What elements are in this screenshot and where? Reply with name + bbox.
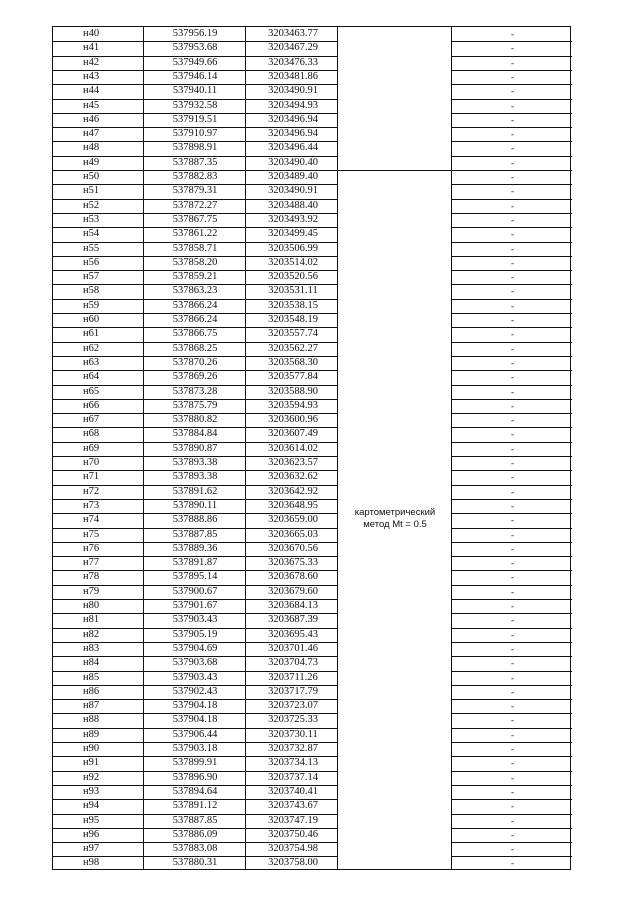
dash-cell: - (511, 57, 514, 68)
y-coordinate-cell: 3203740.41 (268, 785, 318, 797)
dash-cell: - (511, 586, 514, 597)
dash-cell: - (511, 858, 514, 869)
x-coordinate-cell: 537872.27 (172, 199, 218, 211)
x-coordinate-cell: 537903.18 (172, 743, 218, 754)
dash-cell: - (511, 357, 514, 368)
point-id-cell: н52 (83, 199, 100, 211)
table-row (53, 199, 572, 213)
dash-cell: - (511, 243, 514, 254)
point-id-cell: н74 (83, 514, 100, 526)
point-id-cell: н54 (83, 228, 100, 240)
y-coordinate-cell: 3203481.86 (268, 70, 318, 82)
table-row (53, 184, 572, 198)
point-id-cell: н61 (83, 328, 100, 340)
y-coordinate-cell: 3203520.56 (268, 271, 318, 283)
point-id-cell: н79 (83, 585, 100, 597)
dash-cell: - (511, 815, 514, 826)
y-coordinate-cell: 3203531.11 (268, 285, 318, 297)
dash-cell: - (511, 615, 514, 626)
table-row (53, 256, 572, 270)
dash-cell: - (511, 829, 514, 840)
x-coordinate-cell: 537886.09 (172, 828, 218, 840)
table-row (53, 370, 572, 384)
table-row (53, 41, 572, 55)
dash-cell: - (511, 386, 514, 397)
y-coordinate-cell: 3203684.13 (268, 600, 318, 611)
x-coordinate-cell: 537866.24 (172, 299, 218, 311)
table-row (53, 399, 572, 413)
point-id-cell: н84 (83, 657, 100, 669)
y-coordinate-cell: 3203754.98 (268, 843, 318, 855)
y-coordinate-cell: 3203538.15 (268, 299, 318, 311)
y-coordinate-cell: 3203476.33 (268, 56, 318, 68)
table-row (53, 27, 572, 41)
x-coordinate-cell: 537949.66 (172, 56, 218, 68)
dash-cell: - (511, 701, 514, 712)
dash-cell: - (511, 786, 514, 797)
dash-cell: - (511, 129, 514, 140)
x-coordinate-cell: 537891.87 (172, 557, 218, 569)
dash-cell: - (511, 500, 514, 511)
y-coordinate-cell: 3203730.11 (268, 728, 318, 740)
dash-cell: - (511, 172, 514, 182)
dash-cell: - (511, 315, 514, 325)
x-coordinate-cell: 537883.08 (172, 843, 218, 855)
table-row (53, 170, 572, 184)
table-row (53, 141, 572, 155)
point-id-cell: н82 (83, 628, 100, 640)
x-coordinate-cell: 537861.22 (172, 228, 218, 240)
table-row (53, 342, 572, 356)
x-coordinate-cell: 537879.31 (172, 185, 218, 197)
table-row (53, 227, 572, 241)
point-id-cell: н68 (83, 428, 100, 440)
point-id-cell: н67 (83, 414, 100, 426)
x-coordinate-cell: 537891.12 (172, 800, 218, 812)
y-coordinate-cell: 3203614.02 (268, 442, 318, 454)
point-id-cell: н94 (83, 800, 100, 812)
x-coordinate-cell: 537900.67 (172, 585, 218, 597)
x-coordinate-cell: 537910.97 (172, 128, 218, 140)
point-id-cell: н57 (83, 271, 100, 283)
dash-cell: - (511, 729, 514, 740)
y-coordinate-cell: 3203737.14 (268, 771, 318, 783)
dash-cell: - (511, 415, 514, 426)
x-coordinate-cell: 537953.68 (172, 42, 218, 54)
point-id-cell: н73 (83, 499, 100, 511)
table-row (53, 299, 572, 313)
y-coordinate-cell: 3203548.19 (268, 314, 318, 325)
y-coordinate-cell: 3203494.93 (268, 99, 318, 111)
y-coordinate-cell: 3203493.92 (268, 213, 318, 225)
dash-cell: - (511, 772, 514, 783)
table-row (53, 713, 572, 727)
point-id-cell: н41 (83, 42, 100, 54)
table-row (53, 856, 572, 870)
y-coordinate-cell: 3203704.73 (268, 657, 318, 669)
y-coordinate-cell: 3203701.46 (268, 642, 318, 654)
x-coordinate-cell: 537890.11 (172, 499, 218, 511)
x-coordinate-cell: 537882.83 (172, 171, 218, 182)
point-id-cell: н76 (83, 542, 100, 554)
x-coordinate-cell: 537863.23 (172, 285, 218, 297)
y-coordinate-cell: 3203743.67 (268, 800, 318, 812)
x-coordinate-cell: 537867.75 (172, 213, 218, 225)
x-coordinate-cell: 537895.14 (172, 571, 218, 583)
table-row (53, 427, 572, 441)
table-row (53, 699, 572, 713)
point-id-cell: н47 (83, 128, 100, 140)
x-coordinate-cell: 537904.18 (172, 714, 218, 726)
dash-cell: - (511, 472, 514, 483)
dash-cell: - (511, 272, 514, 283)
point-id-cell: н49 (83, 156, 100, 168)
table-row (53, 785, 572, 799)
table-row (53, 99, 572, 113)
point-id-cell: н72 (83, 485, 100, 497)
dash-cell: - (511, 157, 514, 168)
y-coordinate-cell: 3203632.62 (268, 471, 318, 483)
x-coordinate-cell: 537891.62 (172, 485, 218, 497)
table-row (53, 771, 572, 785)
dash-cell: - (511, 443, 514, 454)
x-coordinate-cell: 537870.26 (172, 356, 218, 368)
x-coordinate-cell: 537880.31 (172, 857, 218, 869)
x-coordinate-cell: 537887.85 (172, 814, 218, 826)
table-row (53, 313, 572, 327)
table-row (53, 799, 572, 813)
point-id-cell: н83 (83, 642, 100, 654)
point-id-cell: н48 (83, 142, 100, 154)
point-id-cell: н66 (83, 399, 100, 411)
point-id-cell: н91 (83, 757, 100, 769)
dash-cell: - (511, 400, 514, 411)
method-line-1: картометрический (354, 507, 436, 518)
table-row (53, 542, 572, 556)
x-coordinate-cell: 537956.19 (172, 28, 218, 39)
x-coordinate-cell: 537887.85 (172, 528, 218, 540)
table-row (53, 485, 572, 499)
dash-cell: - (511, 186, 514, 197)
table-row (53, 756, 572, 770)
dash-cell: - (511, 572, 514, 583)
y-coordinate-cell: 3203623.57 (268, 457, 318, 468)
x-coordinate-cell: 537904.69 (172, 642, 218, 654)
table-row (53, 413, 572, 427)
dash-cell: - (511, 558, 514, 569)
table-row (53, 728, 572, 742)
dash-cell: - (511, 372, 514, 383)
point-id-cell: н93 (83, 785, 100, 797)
table-row (53, 242, 572, 256)
x-coordinate-cell: 537893.38 (172, 471, 218, 483)
point-id-cell: н96 (83, 828, 100, 840)
dash-cell: - (511, 29, 514, 39)
y-coordinate-cell: 3203568.30 (268, 356, 318, 368)
y-coordinate-cell: 3203607.49 (268, 428, 318, 440)
y-coordinate-cell: 3203514.02 (268, 256, 318, 268)
dash-cell: - (511, 86, 514, 97)
table-row (53, 528, 572, 542)
y-coordinate-cell: 3203648.95 (268, 499, 318, 511)
y-coordinate-cell: 3203463.77 (268, 28, 318, 39)
point-id-cell: н86 (83, 685, 100, 697)
point-id-cell: н63 (83, 356, 100, 368)
table-row (53, 814, 572, 828)
x-coordinate-cell: 537866.24 (172, 314, 218, 325)
dash-cell: - (511, 515, 514, 526)
y-coordinate-cell: 3203490.40 (268, 156, 318, 168)
x-coordinate-cell: 537904.18 (172, 700, 218, 712)
dash-cell: - (511, 686, 514, 697)
point-id-cell: н64 (83, 371, 100, 383)
point-id-cell: н56 (83, 256, 100, 268)
x-coordinate-cell: 537905.19 (172, 628, 218, 640)
table-row (53, 742, 572, 756)
dash-cell: - (511, 529, 514, 540)
table-row (53, 213, 572, 227)
point-id-cell: н51 (83, 185, 100, 197)
y-coordinate-cell: 3203588.90 (268, 385, 318, 397)
y-coordinate-cell: 3203734.13 (268, 757, 318, 769)
point-id-cell: н60 (83, 314, 100, 325)
dash-cell: - (511, 429, 514, 440)
y-coordinate-cell: 3203506.99 (268, 242, 318, 254)
dash-cell: - (511, 844, 514, 855)
x-coordinate-cell: 537887.35 (172, 156, 218, 168)
point-id-cell: н88 (83, 714, 100, 726)
x-coordinate-cell: 537873.28 (172, 385, 218, 397)
table-row (53, 585, 572, 599)
y-coordinate-cell: 3203670.56 (268, 542, 318, 554)
dash-cell: - (511, 758, 514, 769)
x-coordinate-cell: 537903.68 (172, 657, 218, 669)
point-id-cell: н69 (83, 442, 100, 454)
point-id-cell: н97 (83, 843, 100, 855)
x-coordinate-cell: 537866.75 (172, 328, 218, 340)
dash-cell: - (511, 229, 514, 240)
point-id-cell: н44 (83, 85, 100, 97)
dash-cell: - (511, 486, 514, 497)
point-id-cell: н43 (83, 70, 100, 82)
y-coordinate-cell: 3203577.84 (268, 371, 318, 383)
point-id-cell: н78 (83, 571, 100, 583)
x-coordinate-cell: 537919.51 (172, 113, 218, 125)
y-coordinate-cell: 3203496.44 (268, 142, 318, 154)
point-id-cell: н89 (83, 728, 100, 740)
coordinate-table (52, 26, 571, 870)
dash-cell: - (511, 114, 514, 125)
y-coordinate-cell: 3203557.74 (268, 328, 318, 340)
dash-cell: - (511, 543, 514, 554)
point-id-cell: н40 (83, 28, 100, 39)
x-coordinate-cell: 537893.38 (172, 457, 218, 468)
y-coordinate-cell: 3203467.29 (268, 42, 318, 54)
point-id-cell: н77 (83, 557, 100, 569)
point-id-cell: н62 (83, 342, 100, 354)
x-coordinate-cell: 537859.21 (172, 271, 218, 283)
x-coordinate-cell: 537906.44 (172, 728, 218, 740)
table-row (53, 70, 572, 84)
x-coordinate-cell: 537903.43 (172, 614, 218, 626)
dash-cell: - (511, 801, 514, 812)
point-id-cell: н45 (83, 99, 100, 111)
point-id-cell: н53 (83, 213, 100, 225)
dash-cell: - (511, 286, 514, 297)
dash-cell: - (511, 43, 514, 54)
x-coordinate-cell: 537898.91 (172, 142, 218, 154)
table-row (53, 84, 572, 98)
table-row (53, 127, 572, 141)
y-coordinate-cell: 3203659.00 (268, 514, 318, 526)
y-coordinate-cell: 3203499.45 (268, 228, 318, 240)
point-id-cell: н46 (83, 113, 100, 125)
x-coordinate-cell: 537868.25 (172, 342, 218, 354)
point-id-cell: н58 (83, 285, 100, 297)
table-row (53, 113, 572, 127)
dash-cell: - (511, 343, 514, 354)
table-row (53, 656, 572, 670)
y-coordinate-cell: 3203758.00 (268, 857, 318, 869)
x-coordinate-cell: 537889.36 (172, 542, 218, 554)
table-row (53, 156, 572, 170)
y-coordinate-cell: 3203594.93 (268, 399, 318, 411)
x-coordinate-cell: 537858.20 (172, 256, 218, 268)
table-row (53, 442, 572, 456)
dash-cell: - (511, 601, 514, 611)
y-coordinate-cell: 3203600.96 (268, 414, 318, 426)
dash-cell: - (511, 658, 514, 669)
table-row (53, 628, 572, 642)
y-coordinate-cell: 3203675.33 (268, 557, 318, 569)
point-id-cell: н42 (83, 56, 100, 68)
y-coordinate-cell: 3203750.46 (268, 828, 318, 840)
x-coordinate-cell: 537894.64 (172, 785, 218, 797)
point-id-cell: н80 (83, 600, 100, 611)
table-row (53, 385, 572, 399)
point-id-cell: н59 (83, 299, 100, 311)
x-coordinate-cell: 537902.43 (172, 685, 218, 697)
point-id-cell: н98 (83, 857, 100, 869)
dash-cell: - (511, 143, 514, 154)
x-coordinate-cell: 537932.58 (172, 99, 218, 111)
point-id-cell: н65 (83, 385, 100, 397)
y-coordinate-cell: 3203725.33 (268, 714, 318, 726)
y-coordinate-cell: 3203496.94 (268, 128, 318, 140)
point-id-cell: н92 (83, 771, 100, 783)
dash-cell: - (511, 257, 514, 268)
x-coordinate-cell: 537880.82 (172, 414, 218, 426)
y-coordinate-cell: 3203747.19 (268, 814, 318, 826)
table-row (53, 56, 572, 70)
x-coordinate-cell: 537858.71 (172, 242, 218, 254)
point-id-cell: н81 (83, 614, 100, 626)
table-row (53, 284, 572, 298)
table-row (53, 685, 572, 699)
dash-cell: - (511, 100, 514, 111)
method-line-2: метод Mt = 0.5 (363, 519, 427, 530)
dash-cell: - (511, 214, 514, 225)
dash-cell: - (511, 300, 514, 311)
x-coordinate-cell: 537946.14 (172, 70, 218, 82)
y-coordinate-cell: 3203732.87 (268, 743, 318, 754)
y-coordinate-cell: 3203723.07 (268, 700, 318, 712)
dash-cell: - (511, 458, 514, 468)
x-coordinate-cell: 537903.43 (172, 671, 218, 683)
y-coordinate-cell: 3203490.91 (268, 85, 318, 97)
x-coordinate-cell: 537901.67 (172, 600, 218, 611)
dash-cell: - (511, 629, 514, 640)
table-row (53, 556, 572, 570)
x-coordinate-cell: 537899.91 (172, 757, 218, 769)
table-row (53, 327, 572, 341)
y-coordinate-cell: 3203642.92 (268, 485, 318, 497)
y-coordinate-cell: 3203665.03 (268, 528, 318, 540)
dash-cell: - (511, 71, 514, 82)
point-id-cell: н95 (83, 814, 100, 826)
x-coordinate-cell: 537888.86 (172, 514, 218, 526)
dash-cell: - (511, 329, 514, 340)
dash-cell: - (511, 715, 514, 726)
dash-cell: - (511, 200, 514, 211)
table-row (53, 599, 572, 613)
table-row (53, 356, 572, 370)
table-row (53, 842, 572, 856)
point-id-cell: н87 (83, 700, 100, 712)
point-id-cell: н85 (83, 671, 100, 683)
x-coordinate-cell: 537869.26 (172, 371, 218, 383)
dash-cell: - (511, 643, 514, 654)
method-cell (339, 507, 451, 531)
x-coordinate-cell: 537884.84 (172, 428, 218, 440)
y-coordinate-cell: 3203695.43 (268, 628, 318, 640)
table-row (53, 642, 572, 656)
point-id-cell: н75 (83, 528, 100, 540)
table-row (53, 270, 572, 284)
y-coordinate-cell: 3203679.60 (268, 585, 318, 597)
point-id-cell: н71 (83, 471, 100, 483)
table-row (53, 470, 572, 484)
table-row (53, 456, 572, 470)
y-coordinate-cell: 3203489.40 (268, 171, 318, 182)
table-row (53, 499, 572, 513)
y-coordinate-cell: 3203562.27 (268, 342, 318, 354)
point-id-cell: н90 (83, 743, 100, 754)
table-row (53, 828, 572, 842)
dash-cell: - (511, 672, 514, 683)
y-coordinate-cell: 3203490.91 (268, 185, 318, 197)
table-row (53, 513, 572, 527)
y-coordinate-cell: 3203711.26 (268, 671, 318, 683)
x-coordinate-cell: 537940.11 (172, 85, 218, 97)
y-coordinate-cell: 3203496.94 (268, 113, 318, 125)
x-coordinate-cell: 537896.90 (172, 771, 218, 783)
x-coordinate-cell: 537875.79 (172, 399, 218, 411)
point-id-cell: н55 (83, 242, 100, 254)
y-coordinate-cell: 3203687.39 (268, 614, 318, 626)
y-coordinate-cell: 3203488.40 (268, 199, 318, 211)
table-row (53, 570, 572, 584)
y-coordinate-cell: 3203678.60 (268, 571, 318, 583)
x-coordinate-cell: 537890.87 (172, 442, 218, 454)
y-coordinate-cell: 3203717.79 (268, 685, 318, 697)
table-row (53, 613, 572, 627)
table-row (53, 671, 572, 685)
point-id-cell: н50 (83, 171, 100, 182)
dash-cell: - (511, 744, 514, 754)
point-id-cell: н70 (83, 457, 100, 468)
